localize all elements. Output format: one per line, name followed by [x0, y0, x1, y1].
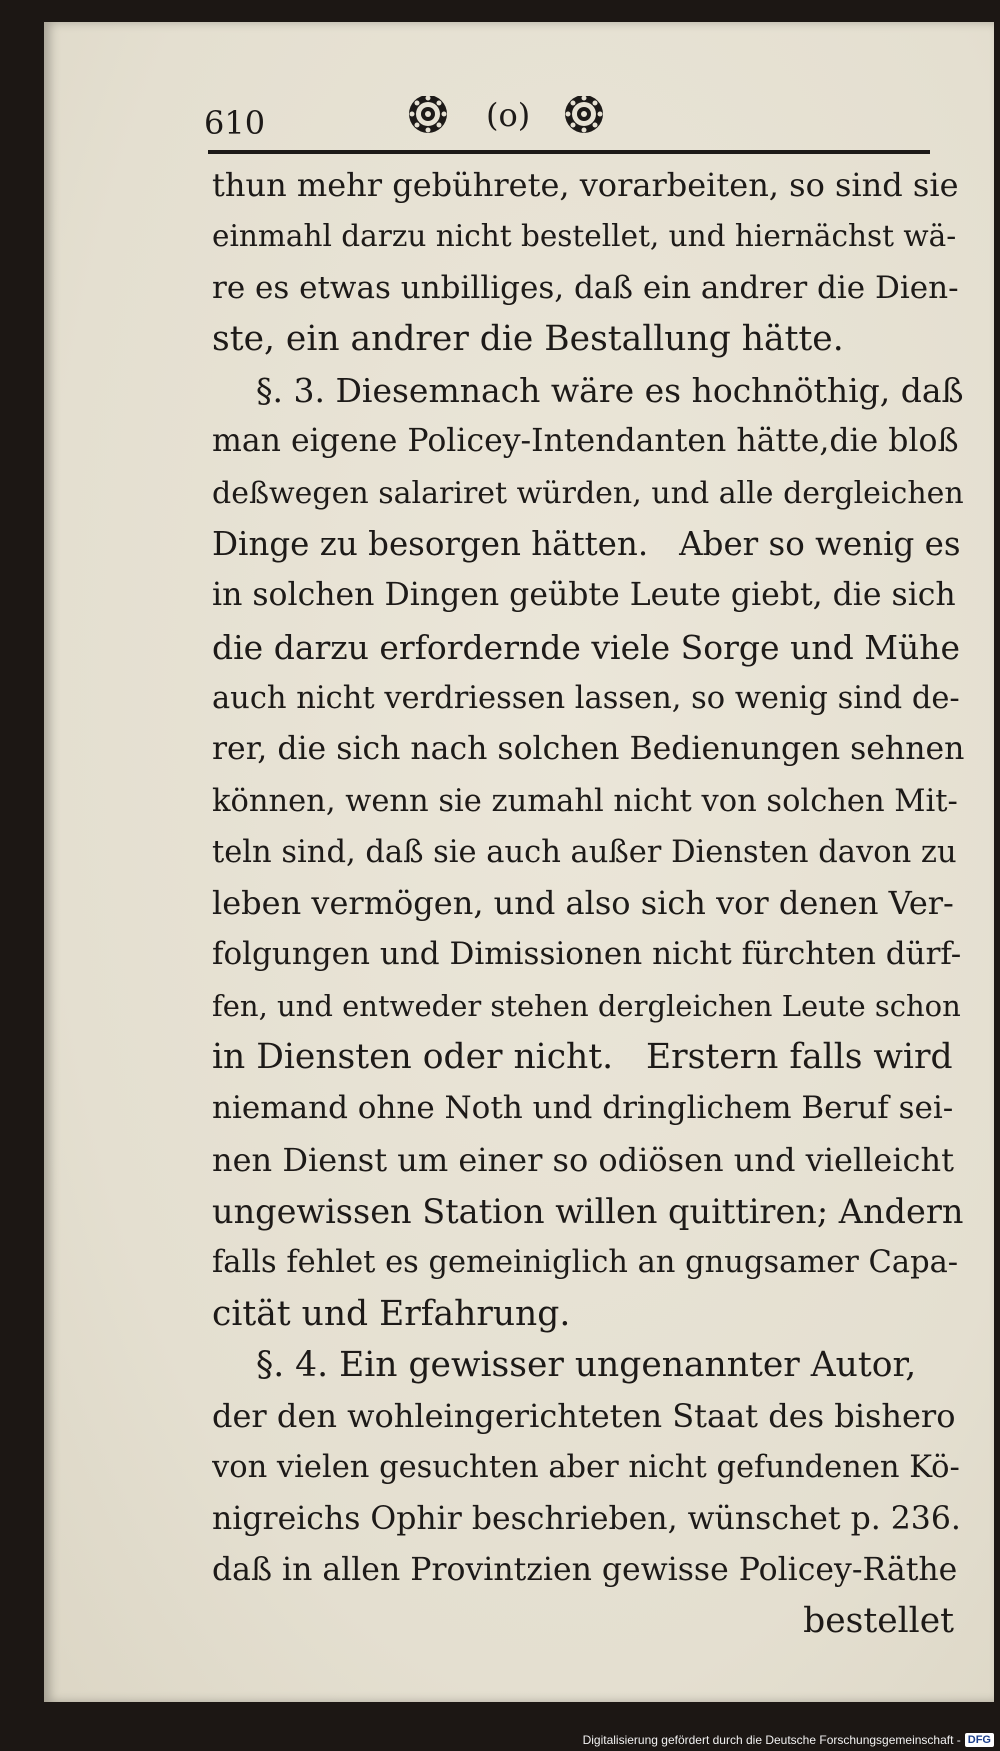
text-line: falls fehlet es gemeiniglich an gnugsamer Capa-	[212, 1245, 959, 1281]
text-line: niemand ohne Noth und dringlichem Beruf sei-	[212, 1090, 954, 1127]
text-line: die darzu erfordernde viele Sorge und Mühe	[212, 627, 961, 667]
text-line: §. 4. Ein gewisser ungenannter Autor,	[256, 1344, 917, 1385]
rosette-left-icon	[409, 96, 447, 133]
text-line: nen Dienst um einer so odiösen und vielleicht	[212, 1140, 954, 1179]
text-line: von vielen gesuchten aber nicht gefundenen Kö-	[212, 1450, 960, 1486]
text-line: ungewissen Station willen quittiren; Andern	[212, 1191, 964, 1231]
text-line: leben vermögen, und also sich vor denen Ver-	[212, 884, 954, 923]
text-line: §. 3. Diesemnach wäre es hochnöthig, daß	[256, 371, 964, 411]
text-line: fen, und entweder stehen dergleichen Leute schon	[212, 988, 961, 1023]
text-line: ste, ein andrer die Bestallung hätte.	[212, 318, 844, 359]
header-rule	[208, 150, 930, 154]
credit-text: Digitalisierung gefördert durch die Deutsche Forschungsgemeinschaft -	[582, 1733, 961, 1747]
text-line: in solchen Dingen geübte Leute giebt, die sich	[212, 577, 956, 614]
text-line: daß in allen Provintzien gewisse Policey-Räthe	[212, 1552, 958, 1589]
text-line: cität und Erfahrung.	[212, 1293, 571, 1334]
text-line: können, wenn sie zumahl nicht von solchen Mit-	[212, 783, 958, 819]
page-header	[160, 96, 930, 152]
text-line: Dinge zu besorgen hätten. Aber so wenig es	[212, 525, 961, 564]
text-line: deßwegen salariret würden, und alle dergleichen	[212, 475, 964, 511]
body-text	[212, 160, 964, 1648]
digitization-credit	[583, 1733, 994, 1747]
text-line: einmahl darzu nicht bestellet, und hiernächst wä-	[212, 219, 957, 254]
center-mark: (o)	[486, 96, 531, 134]
dfg-logo: DFG	[965, 1733, 994, 1747]
page-number: 610	[204, 104, 266, 142]
header-ornament	[160, 96, 930, 152]
text-line: in Diensten oder nicht. Erstern falls wird	[212, 1037, 953, 1078]
text-line: teln sind, daß sie auch außer Diensten davon zu	[212, 834, 957, 870]
text-line: nigreichs Ophir beschrieben, wünschet p. 236.	[212, 1500, 961, 1537]
text-line: man eigene Policey-Intendanten hätte,die bloß	[212, 423, 959, 460]
text-line: der den wohleingerichteten Staat des bishero	[212, 1397, 956, 1436]
text-line: re es etwas unbilliges, daß ein andrer die Dien-	[212, 269, 959, 306]
text-line: rer, die sich nach solchen Bedienungen sehnen	[212, 731, 964, 768]
text-line: auch nicht verdriessen lassen, so wenig sind de-	[212, 680, 960, 716]
rosette-right-icon	[565, 96, 603, 133]
text-line: thun mehr gebührete, vorarbeiten, so sind sie	[212, 166, 959, 204]
catchword: bestellet	[803, 1601, 954, 1642]
text-line: folgungen und Dimissionen nicht fürchten dürf-	[212, 936, 962, 973]
